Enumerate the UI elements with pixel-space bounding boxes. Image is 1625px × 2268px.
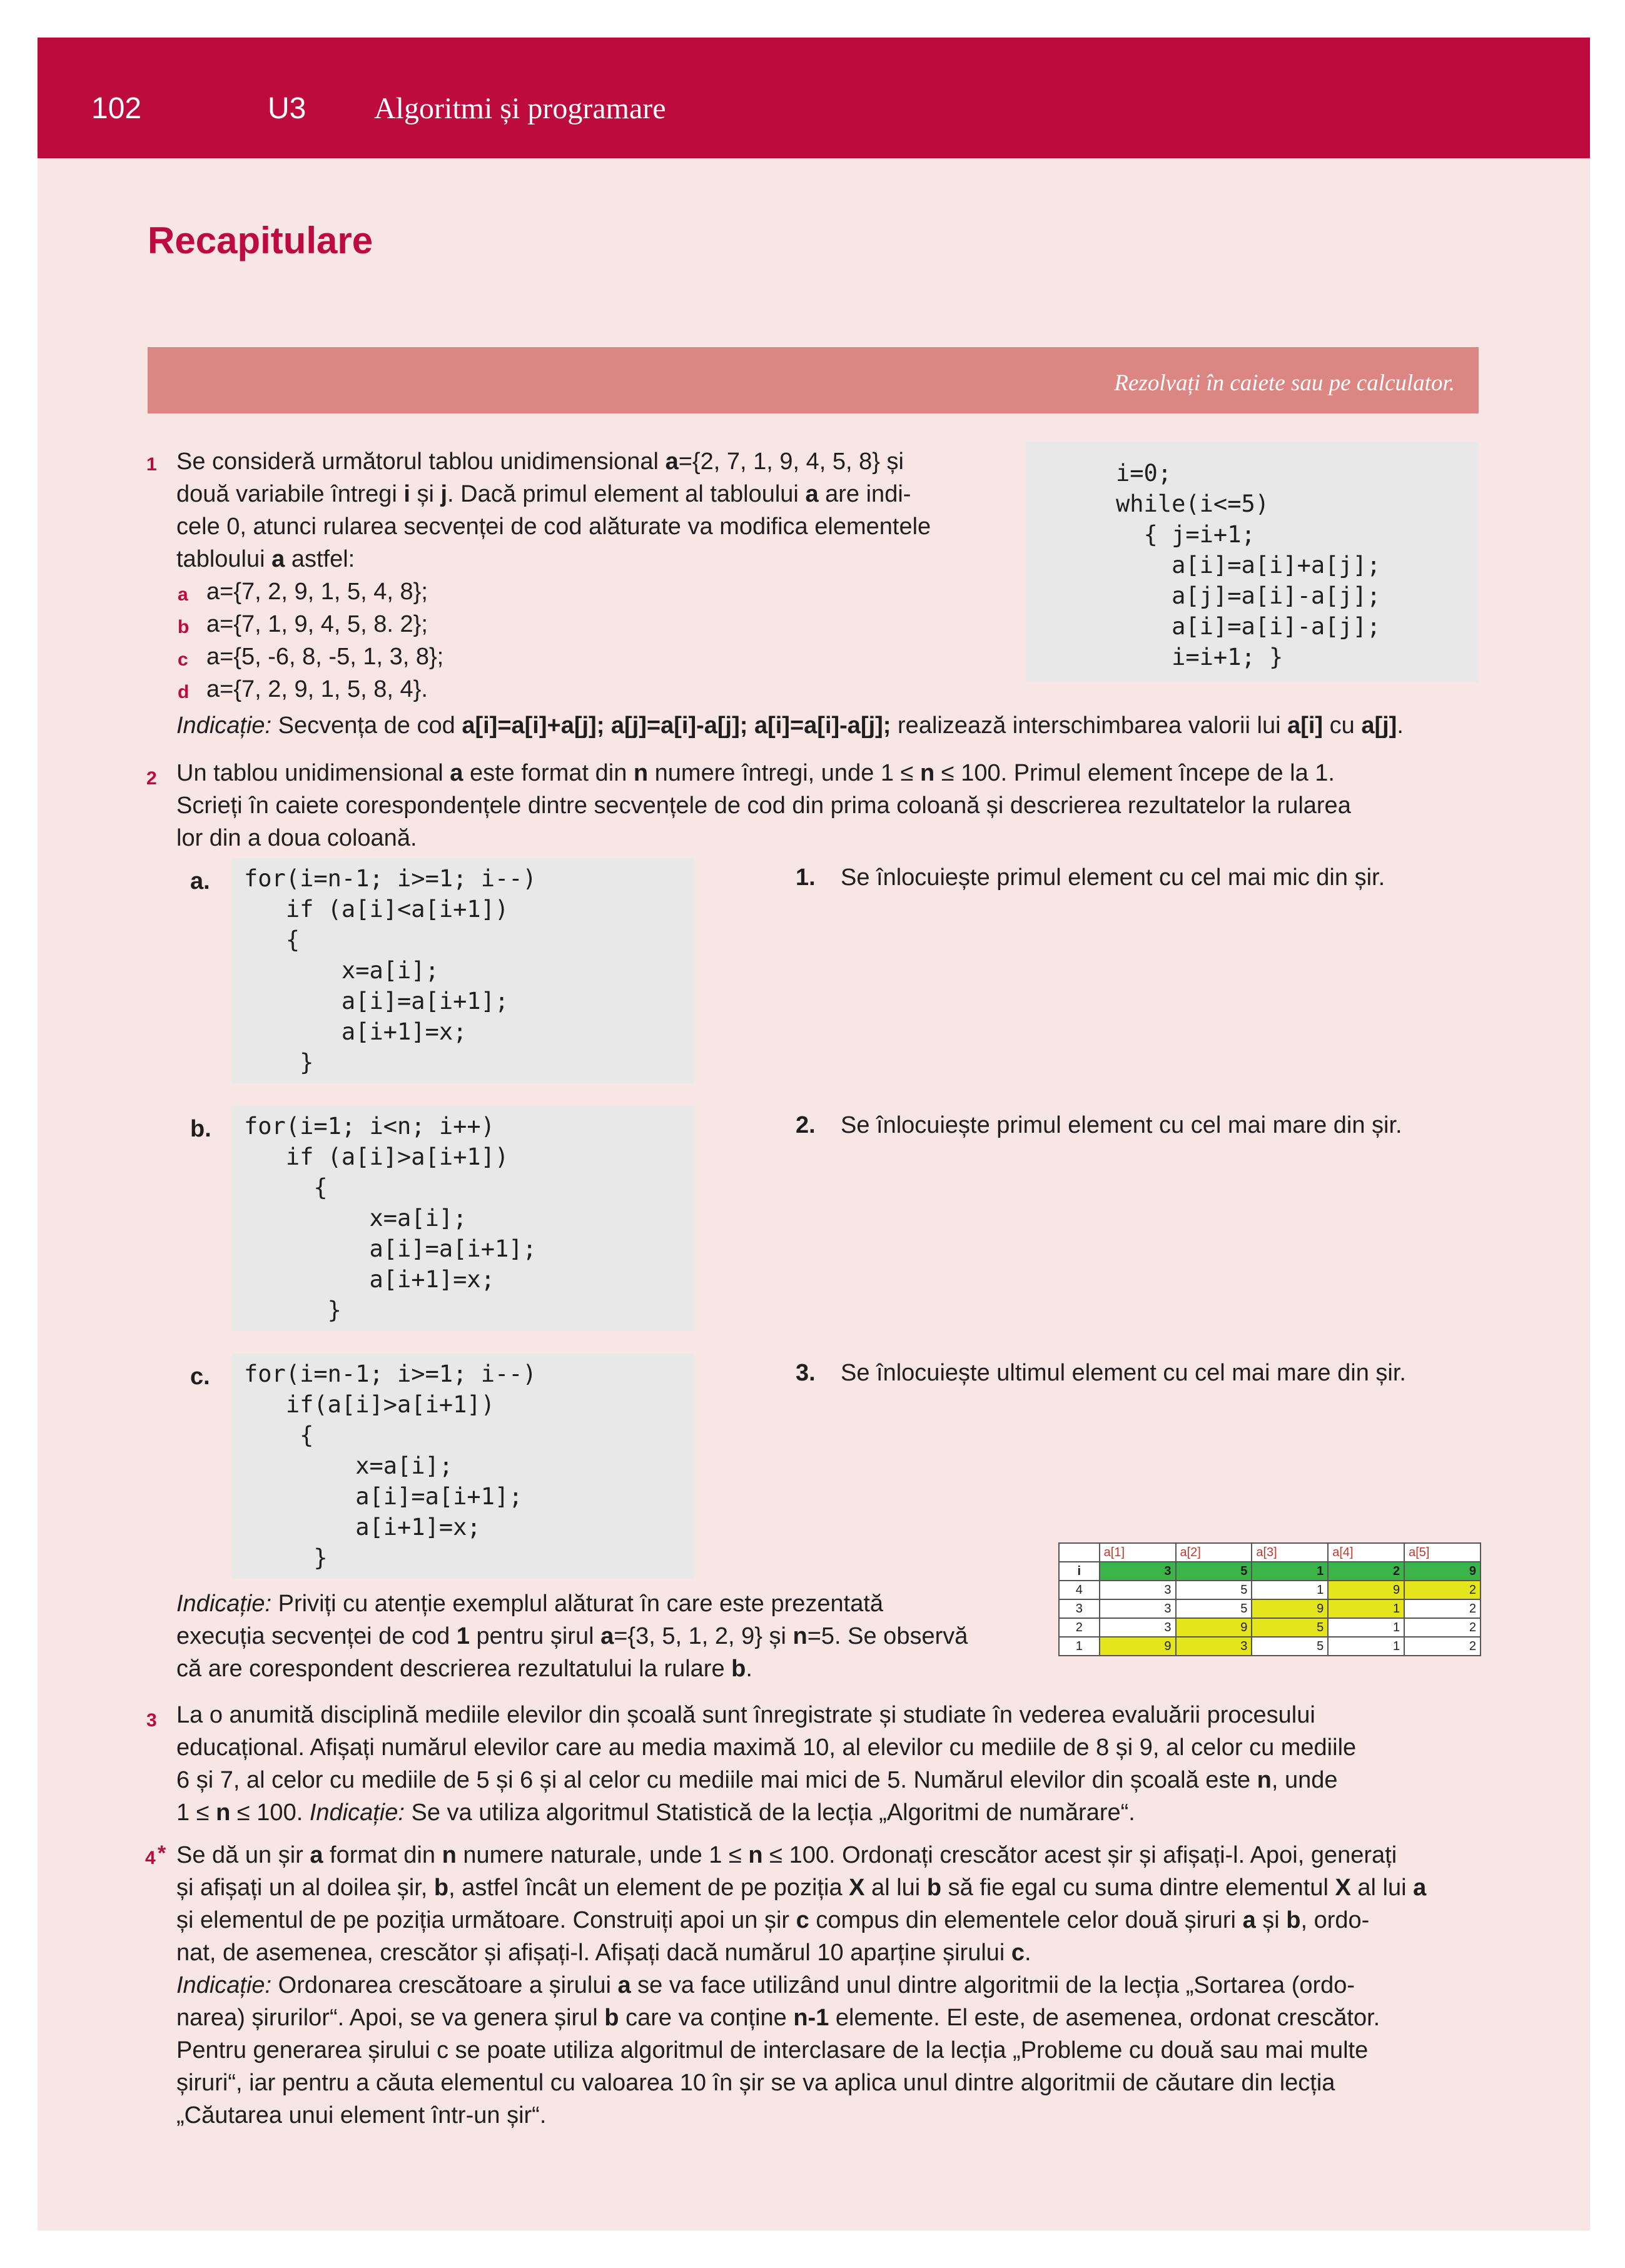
code-text: i=0; while(i<=5) { j=i+1; a[i]=a[i]+a[j]; a[j]=a[i]-a[j]; a[i]=a[i]-a[j]; i=i+1; } xyxy=(1116,460,1381,671)
table-header-cell: a[3] xyxy=(1252,1543,1328,1562)
instruction-bar xyxy=(148,347,1479,413)
table-cell: 9 xyxy=(1176,1618,1252,1637)
exercise-text-line: Se dă un șir a format din n numere naturale, unde 1 ≤ n ≤ 100. Ordonați crescător acest șir și afișați-l. Apoi, generați xyxy=(176,1842,1397,1868)
exercise-hint: șiruri“, iar pentru a căuta elementul cu valoarea 10 în șir se va aplica unul dintre algoritmii de căutare din lecția xyxy=(176,2070,1335,2096)
chapter-title: Algoritmi și programare xyxy=(374,92,666,125)
exercise-text-line: și afișați un al doilea șir, b, astfel încât un element de pe poziția X al lui b să fie egal cu suma dintre elementul X al lui a xyxy=(176,1875,1427,1901)
description-text: Se înlocuiește primul element cu cel mai mare din șir. xyxy=(841,1112,1402,1138)
exercise-text-line: 1 ≤ n ≤ 100. Indicație: Se va utiliza algoritmul Statistică de la lecția „Algoritmi de numărare“. xyxy=(176,1800,1135,1826)
exercise-text-line: lor din a doua coloană. xyxy=(176,825,417,851)
table-cell: 1 xyxy=(1328,1599,1404,1618)
option-text: a={5, -6, 8, -5, 1, 3, 8}; xyxy=(206,644,444,670)
table-row xyxy=(1059,1581,1481,1599)
table-cell: 3 xyxy=(1100,1562,1176,1581)
option-letter: c xyxy=(178,649,188,670)
table-header-cell: a[2] xyxy=(1176,1543,1252,1562)
table-header-cell: a[4] xyxy=(1328,1543,1404,1562)
difficulty-star: * xyxy=(158,1841,166,1865)
exercise-hint: execuția secvenței de cod 1 pentru șirul a={3, 5, 1, 2, 9} și n=5. Se observă xyxy=(176,1623,968,1649)
table-cell: 3 xyxy=(1100,1599,1176,1618)
table-cell: 5 xyxy=(1252,1618,1328,1637)
exercise-hint: Indicație: Priviți cu atenție exemplul alăturat în care este prezentată xyxy=(176,1591,884,1617)
code-label: b. xyxy=(190,1116,211,1142)
table-cell: 2 xyxy=(1404,1581,1481,1599)
option-text: a={7, 1, 9, 4, 5, 8. 2}; xyxy=(206,611,428,637)
table-cell: 1 xyxy=(1252,1562,1328,1581)
table-cell: 9 xyxy=(1252,1599,1328,1618)
option-letter: b xyxy=(178,617,190,637)
table-row xyxy=(1059,1637,1481,1656)
trace-table xyxy=(1058,1542,1481,1656)
table-cell: 5 xyxy=(1176,1562,1252,1581)
table-row xyxy=(1059,1562,1481,1581)
table-cell: 3 xyxy=(1100,1581,1176,1599)
exercise-text-line: tabloului a astfel: xyxy=(176,546,355,572)
code-text: for(i=n-1; i>=1; i--) if (a[i]<a[i+1]) { x=a[i]; a[i]=a[i+1]; a[i+1]=x; } xyxy=(244,865,537,1076)
code-label: c. xyxy=(190,1364,210,1390)
table-row xyxy=(1059,1618,1481,1637)
description-text: Se înlocuiește primul element cu cel mai mic din șir. xyxy=(841,864,1385,891)
option-text: a={7, 2, 9, 1, 5, 8, 4}. xyxy=(206,676,428,702)
table-cell: i xyxy=(1059,1562,1100,1581)
exercise-text-line: Scrieți în caiete corespondențele dintre secvențele de cod din prima coloană și descrierea rezultatelor la rularea xyxy=(176,792,1351,819)
code-block xyxy=(1026,442,1479,682)
exercise-number: 4 xyxy=(145,1848,156,1868)
table-cell: 4 xyxy=(1059,1581,1100,1599)
table-cell: 9 xyxy=(1404,1562,1481,1581)
table-cell: 9 xyxy=(1100,1637,1176,1656)
option-letter: d xyxy=(178,682,190,702)
exercise-hint: narea) șirurilor“. Apoi, se va genera șirul b care va conține n-1 elemente. El este, de asemenea, ordonat crescător. xyxy=(176,2005,1380,2031)
exercise-number: 3 xyxy=(146,1710,157,1731)
exercise-hint: „Căutarea unui element într-un șir“. xyxy=(176,2102,547,2129)
exercise-text-line: cele 0, atunci rularea secvenței de cod alăturate va modifica elementele xyxy=(176,514,931,540)
description-text: Se înlocuiește ultimul element cu cel mai mare din șir. xyxy=(841,1360,1406,1386)
exercise-hint: Pentru generarea șirului c se poate utiliza algoritmul de interclasare de la lecția „Probleme cu două sau mai multe xyxy=(176,2037,1369,2063)
exercise-number: 2 xyxy=(146,768,157,789)
exercise-text-line: două variabile întregi i și j. Dacă primul element al tabloului a are indi- xyxy=(176,481,911,507)
option-text: a={7, 2, 9, 1, 5, 4, 8}; xyxy=(206,579,428,605)
exercise-text-line: Un tablou unidimensional a este format din n numere întregi, unde 1 ≤ n ≤ 100. Primul element începe de la 1. xyxy=(176,760,1335,786)
table-cell: 3 xyxy=(1176,1637,1252,1656)
table-cell: 5 xyxy=(1176,1581,1252,1599)
exercise-text-line: educațional. Afișați numărul elevilor care au media maximă 10, al elevilor cu mediile de 8 și 9, al celor cu mediile xyxy=(176,1734,1357,1761)
section-title: Recapitulare xyxy=(148,220,373,261)
table-cell: 1 xyxy=(1328,1637,1404,1656)
table-cell: 3 xyxy=(1059,1599,1100,1618)
code-text: for(i=n-1; i>=1; i--) if(a[i]>a[i+1]) { x=a[i]; a[i]=a[i+1]; a[i+1]=x; } xyxy=(244,1360,537,1571)
page-number: 102 xyxy=(91,92,142,125)
table-cell: 3 xyxy=(1100,1618,1176,1637)
table-header-cell: a[1] xyxy=(1100,1543,1176,1562)
table-cell: 5 xyxy=(1252,1637,1328,1656)
exercise-hint: Indicație: Secvența de cod a[i]=a[i]+a[j]; a[j]=a[i]-a[j]; a[i]=a[i]-a[j]; realizează interschimbarea valorii lui a[i] cu a[j]. xyxy=(176,712,1404,739)
option-letter: a xyxy=(178,584,188,605)
code-block xyxy=(231,1106,694,1331)
code-text: for(i=1; i<n; i++) if (a[i]>a[i+1]) { x=a[i]; a[i]=a[i+1]; a[i+1]=x; } xyxy=(244,1113,537,1324)
description-number: 2. xyxy=(796,1112,816,1138)
exercise-number: 1 xyxy=(146,454,157,475)
table-cell: 1 xyxy=(1059,1637,1100,1656)
table-cell: 2 xyxy=(1404,1599,1481,1618)
table-cell: 2 xyxy=(1404,1618,1481,1637)
table-cell: 2 xyxy=(1328,1562,1404,1581)
table-cell: 2 xyxy=(1404,1637,1481,1656)
table-cell: 1 xyxy=(1252,1581,1328,1599)
exercise-hint: Indicație: Ordonarea crescătoare a șirului a se va face utilizând unul dintre algoritmii de la lecția „Sortarea (ordo- xyxy=(176,1972,1355,1998)
table-row xyxy=(1059,1599,1481,1618)
code-block xyxy=(231,858,694,1083)
code-block xyxy=(231,1354,694,1579)
exercise-text-line: nat, de asemenea, crescător și afișați-l. Afișați dacă numărul 10 aparține șirului c. xyxy=(176,1940,1031,1966)
exercise-text-line: 6 și 7, al celor cu mediile de 5 și 6 și al celor cu mediile mai mici de 5. Numărul elevilor din școală este n, unde xyxy=(176,1767,1338,1793)
table-cell: 2 xyxy=(1059,1618,1100,1637)
unit-label: U3 xyxy=(268,92,306,125)
exercise-text-line: și elementul de pe poziția următoare. Construiți apoi un șir c compus din elementele celor două șiruri a și b, ordo- xyxy=(176,1907,1370,1933)
table-header-cell xyxy=(1059,1543,1100,1562)
description-number: 1. xyxy=(796,864,816,891)
table-cell: 5 xyxy=(1176,1599,1252,1618)
exercise-text-line: La o anumită disciplină mediile elevilor din școală sunt înregistrate și studiate în vederea evaluării procesului xyxy=(176,1702,1315,1728)
description-number: 3. xyxy=(796,1360,816,1386)
exercise-hint: că are corespondent descrierea rezultatului la rulare b. xyxy=(176,1656,752,1682)
code-label: a. xyxy=(190,868,210,894)
instruction-text: Rezolvați în caiete sau pe calculator. xyxy=(1114,370,1455,396)
table-header-row xyxy=(1059,1543,1481,1562)
table-cell: 1 xyxy=(1328,1618,1404,1637)
exercise-text-line: Se consideră următorul tablou unidimensional a={2, 7, 1, 9, 4, 5, 8} și xyxy=(176,448,904,475)
table-header-cell: a[5] xyxy=(1404,1543,1481,1562)
table-cell: 9 xyxy=(1328,1581,1404,1599)
